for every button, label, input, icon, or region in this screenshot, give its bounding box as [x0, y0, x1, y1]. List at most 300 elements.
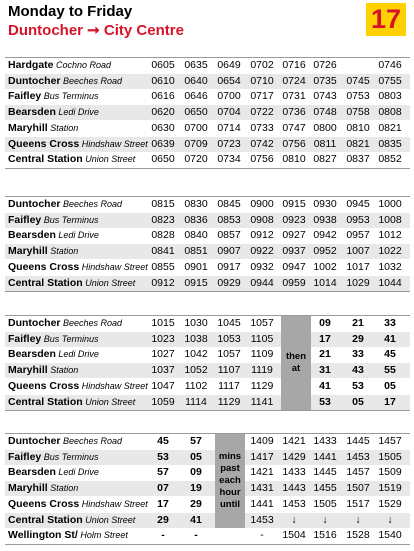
time-cell: 57 [157, 466, 169, 479]
time-cell: 0800 [313, 121, 337, 134]
time-cell: 0929 [217, 276, 241, 289]
stop-name [8, 332, 98, 347]
stop-sub: Cochno Road [53, 60, 112, 70]
mins-past-note: mins past each hour until [215, 434, 245, 528]
stop-name [8, 513, 135, 528]
time-cell: ↓ [387, 513, 393, 526]
stop-main: Faifley [8, 90, 42, 103]
timetable-row [5, 379, 410, 394]
time-cell: 0917 [217, 260, 241, 273]
time-cell: 0646 [184, 90, 208, 103]
stop-sub: Union Street [82, 396, 136, 407]
stop-name [8, 260, 148, 275]
time-cell: 0938 [313, 213, 337, 226]
time-cell: 1114 [185, 395, 207, 408]
time-cell: 0639 [151, 137, 175, 150]
stop-name [8, 316, 122, 331]
timetable-row [5, 528, 410, 543]
stop-sub: Union Street [82, 277, 136, 288]
time-cell: 1002 [313, 260, 337, 273]
time-cell: 0830 [184, 198, 208, 210]
stop-sub: Bus Terminus [41, 91, 99, 102]
time-cell: 1409 [250, 435, 274, 447]
time-cell: 1507 [346, 482, 370, 495]
time-cell: 19 [190, 482, 202, 495]
time-cell: 1038 [184, 332, 208, 345]
time-cell: 0753 [346, 90, 370, 103]
stop-main: Faifley [8, 332, 42, 345]
time-cell: 0702 [250, 59, 274, 71]
time-cell: 0915 [184, 276, 208, 289]
time-cell: 1453 [346, 450, 370, 463]
time-cell: 17 [319, 332, 331, 345]
timetable-header [8, 2, 184, 40]
timetable-row [5, 105, 410, 120]
stop-sub: Station [47, 365, 79, 376]
stop-sub: Hindshaw Street [79, 138, 148, 149]
time-cell: 0828 [151, 229, 175, 242]
time-cell: 0837 [346, 153, 370, 166]
time-cell: 0731 [282, 90, 306, 103]
stop-main: Faifley [8, 213, 42, 226]
section-rule [5, 410, 410, 411]
time-cell: - [194, 529, 198, 542]
time-cell: 1441 [250, 497, 274, 510]
time-cell: 0756 [282, 137, 306, 150]
time-cell: 45 [157, 435, 169, 447]
time-cell: 0700 [217, 90, 241, 103]
time-cell: 0630 [151, 121, 175, 134]
stop-name [8, 74, 122, 89]
time-cell: 0616 [151, 90, 175, 103]
timetable-row [5, 228, 410, 243]
then-at-note: then at [281, 316, 311, 410]
timetable-section [5, 196, 410, 292]
time-cell: 0957 [346, 229, 370, 242]
time-cell: 0815 [151, 198, 175, 210]
time-cell: 1433 [282, 466, 306, 479]
time-cell: 0901 [184, 260, 208, 273]
time-cell: 1007 [346, 245, 370, 258]
time-cell: 0827 [313, 153, 337, 166]
time-cell: 0724 [282, 74, 306, 87]
timetable-row [5, 513, 410, 528]
time-cell: 1505 [313, 497, 337, 510]
time-cell [343, 58, 373, 73]
time-cell: 1000 [378, 198, 402, 210]
time-cell: 1053 [217, 332, 241, 345]
stop-name [8, 528, 128, 543]
time-cell: 0855 [151, 260, 175, 273]
time-cell: 1027 [151, 348, 175, 361]
time-cell: 0654 [217, 74, 241, 87]
time-cell: 1431 [250, 482, 274, 495]
stop-sub: Ledi Drive [55, 230, 99, 241]
time-cell: 33 [352, 348, 364, 361]
stop-name [8, 137, 148, 152]
time-cell: 0912 [151, 276, 175, 289]
stop-main: Queens Cross [8, 260, 80, 273]
stop-main: Maryhill [8, 482, 48, 495]
time-cell: 1528 [346, 529, 370, 542]
time-cell: 53 [157, 450, 169, 463]
time-cell: 0723 [217, 137, 241, 150]
time-cell: 1443 [282, 482, 306, 495]
time-cell: 09 [319, 317, 331, 329]
stop-sub: Beeches Road [60, 318, 123, 328]
time-cell: 1022 [378, 245, 402, 258]
time-cell: 53 [352, 379, 364, 392]
time-cell: 1540 [378, 529, 402, 542]
stop-sub: Holm Street [77, 530, 128, 541]
time-cell: 1057 [217, 348, 241, 361]
stop-name [8, 497, 148, 512]
time-cell: 0610 [151, 74, 175, 87]
time-cell: 0821 [378, 121, 402, 134]
section-rule [5, 168, 410, 169]
time-cell: 1421 [250, 466, 274, 479]
time-cell: 0852 [378, 153, 402, 166]
time-cell: 1045 [217, 317, 241, 329]
time-cell: 1119 [251, 364, 273, 377]
stop-main: Central Station [8, 276, 83, 289]
stop-name [8, 347, 99, 362]
stop-main: Maryhill [8, 364, 48, 377]
time-cell: 0726 [313, 59, 337, 71]
time-cell: 1105 [250, 332, 274, 345]
stop-name [8, 481, 78, 496]
time-cell: 0714 [217, 121, 241, 134]
time-cell: 0959 [282, 276, 306, 289]
time-cell: 1052 [184, 364, 208, 377]
time-cell: 0810 [282, 153, 306, 166]
stop-sub: Beeches Road [60, 436, 123, 446]
section-rule [5, 291, 410, 292]
timetable-row [5, 276, 410, 291]
timetable-row [5, 244, 410, 259]
timetable-row [5, 347, 410, 362]
time-cell: 0620 [151, 106, 175, 119]
time-cell: 09 [190, 466, 202, 479]
time-cell: - [161, 529, 165, 542]
time-cell: 05 [190, 450, 202, 463]
timetable-row [5, 213, 410, 228]
timetable-row [5, 197, 410, 212]
timetable-row [5, 74, 410, 89]
stop-main: Faifley [8, 450, 42, 463]
stop-sub: Bus Terminus [41, 333, 99, 344]
time-cell: 1129 [250, 379, 274, 392]
stop-name [8, 58, 111, 73]
time-cell: 0650 [151, 153, 175, 166]
time-cell: 0717 [250, 90, 274, 103]
time-cell: 1030 [184, 317, 208, 329]
timetable-row [5, 121, 410, 136]
time-cell: 1457 [346, 466, 370, 479]
stop-main: Bearsden [8, 106, 56, 119]
time-cell: 1129 [217, 395, 241, 408]
time-cell: 0736 [282, 106, 306, 119]
time-cell: 0915 [282, 198, 306, 210]
stop-sub: Beeches Road [60, 199, 123, 209]
time-cell: 0835 [378, 137, 402, 150]
time-cell: 0923 [282, 213, 306, 226]
time-cell: 0853 [217, 213, 241, 226]
time-cell: 1032 [378, 260, 402, 273]
time-cell: 0748 [313, 106, 337, 119]
time-cell: 53 [319, 395, 331, 408]
time-cell: ↓ [355, 513, 361, 526]
time-cell: 0944 [250, 276, 274, 289]
timetable-section [5, 57, 410, 169]
timetable-row [5, 481, 410, 496]
days-title: Monday to Friday [8, 3, 133, 20]
timetable-row [5, 497, 410, 512]
stop-sub: Ledi Drive [55, 467, 99, 478]
timetable-row [5, 465, 410, 480]
stop-main: Bearsden [8, 348, 56, 361]
time-cell: 07 [157, 482, 169, 495]
time-cell: 1517 [346, 497, 370, 510]
time-cell: 0803 [378, 90, 402, 103]
time-cell: 05 [352, 395, 364, 408]
time-cell: 41 [384, 332, 396, 345]
time-cell: 43 [352, 364, 364, 377]
timetable-row [5, 332, 410, 347]
stop-name [8, 105, 99, 120]
time-cell: 1015 [151, 317, 175, 329]
time-cell: 0734 [217, 153, 241, 166]
time-cell: 1008 [378, 213, 402, 226]
time-cell: 1453 [282, 497, 306, 510]
time-cell: - [260, 529, 264, 542]
stop-name [8, 465, 99, 480]
section-rule [5, 544, 410, 545]
time-cell: 21 [319, 348, 331, 361]
time-cell: 0907 [217, 245, 241, 258]
time-cell: 0851 [184, 245, 208, 258]
time-cell: 1017 [346, 260, 370, 273]
time-cell: 0922 [250, 245, 274, 258]
time-cell: 1519 [378, 482, 402, 495]
stop-main: Wellington St/ [8, 529, 78, 542]
stop-sub: Bus Terminus [41, 214, 99, 225]
stop-main: Duntocher [8, 74, 61, 87]
time-cell: 1455 [313, 482, 337, 495]
time-cell: 1102 [184, 379, 208, 392]
time-cell: 0900 [250, 198, 274, 210]
time-cell: 1417 [250, 450, 274, 463]
timetable-row [5, 58, 410, 73]
time-cell: 0742 [250, 137, 274, 150]
stop-sub: Ledi Drive [55, 107, 99, 118]
time-cell: 1037 [151, 364, 175, 377]
time-cell: 1505 [378, 450, 402, 463]
time-cell: 41 [319, 379, 331, 392]
stop-main: Central Station [8, 395, 83, 408]
stop-main: Bearsden [8, 229, 56, 242]
stop-sub: Station [47, 483, 79, 494]
timetable-row [5, 152, 410, 167]
time-cell: 0953 [346, 213, 370, 226]
time-cell: 41 [190, 513, 202, 526]
time-cell: 29 [352, 332, 364, 345]
time-cell: 0710 [250, 74, 274, 87]
timetable-row [5, 137, 410, 152]
stop-main: Maryhill [8, 121, 48, 134]
time-cell: 1012 [378, 229, 402, 242]
time-cell: 0836 [184, 213, 208, 226]
timetable-row [5, 89, 410, 104]
time-cell: 0927 [282, 229, 306, 242]
time-cell: 1445 [346, 435, 370, 447]
time-cell: 0932 [250, 260, 274, 273]
time-cell: 17 [157, 497, 169, 510]
stop-main: Bearsden [8, 466, 56, 479]
stop-sub: Station [47, 246, 79, 257]
time-cell: 0840 [184, 229, 208, 242]
stop-sub: Bus Terminus [41, 451, 99, 462]
stop-name [8, 197, 122, 212]
stop-sub: Beeches Road [60, 75, 123, 86]
time-cell: 0937 [282, 245, 306, 258]
time-cell: 1421 [282, 435, 306, 447]
time-cell: 0722 [250, 106, 274, 119]
stop-name [8, 89, 98, 104]
time-cell: 0758 [346, 106, 370, 119]
timetable-row [5, 260, 410, 275]
time-cell: 1504 [282, 529, 306, 542]
time-cell: 1457 [378, 435, 402, 447]
time-cell: 0716 [282, 59, 306, 71]
stop-sub: Hindshaw Street [79, 261, 148, 272]
time-cell: 0912 [250, 229, 274, 242]
time-cell: 29 [157, 513, 169, 526]
time-cell: 05 [384, 379, 396, 392]
time-cell: 1509 [378, 466, 402, 479]
time-cell: 0845 [217, 198, 241, 210]
time-cell: 0649 [217, 59, 241, 71]
time-cell: 0808 [378, 106, 402, 119]
time-cell: 1014 [313, 276, 337, 289]
time-cell: 0735 [313, 74, 337, 87]
timetable-section [5, 315, 410, 411]
time-cell: 0930 [313, 198, 337, 210]
time-cell: 1117 [218, 379, 240, 392]
time-cell: 0945 [346, 198, 370, 210]
time-cell: 33 [384, 317, 396, 329]
time-cell: 1516 [313, 529, 337, 542]
time-cell: 0745 [346, 74, 370, 87]
time-cell: 0756 [250, 153, 274, 166]
time-cell: 29 [190, 497, 202, 510]
stop-sub: Ledi Drive [55, 349, 99, 360]
stop-name [8, 363, 78, 378]
stop-main: Queens Cross [8, 137, 80, 150]
time-cell: 1059 [151, 395, 175, 408]
time-cell: 1433 [313, 435, 337, 447]
time-cell: 0746 [378, 59, 402, 71]
timetable-row [5, 363, 410, 378]
time-cell: 1445 [313, 466, 337, 479]
time-cell: 0709 [184, 137, 208, 150]
time-cell: 0857 [217, 229, 241, 242]
time-cell: 0605 [151, 59, 175, 71]
time-cell: 0640 [184, 74, 208, 87]
time-cell: 31 [319, 364, 331, 377]
time-cell: 1441 [313, 450, 337, 463]
stop-sub: Union Street [82, 514, 136, 525]
time-cell: 1107 [217, 364, 241, 377]
time-cell: 1042 [184, 348, 208, 361]
time-cell: 0704 [217, 106, 241, 119]
time-cell: 0747 [282, 121, 306, 134]
time-cell: 0947 [282, 260, 306, 273]
time-cell: 0952 [313, 245, 337, 258]
timetable-row [5, 434, 410, 449]
time-cell: 1429 [282, 450, 306, 463]
time-cell: 0810 [346, 121, 370, 134]
stop-sub: Union Street [82, 154, 136, 165]
time-cell: 1023 [151, 332, 175, 345]
stop-name [8, 244, 78, 259]
stop-name [8, 434, 122, 449]
time-cell: 0823 [151, 213, 175, 226]
stop-main: Central Station [8, 513, 83, 526]
time-cell: 57 [190, 435, 202, 447]
stop-main: Duntocher [8, 317, 61, 329]
time-cell: 21 [352, 317, 364, 329]
time-cell: 0811 [313, 137, 337, 150]
time-cell: 55 [384, 364, 396, 377]
route-title: Duntocher ➞ City Centre [8, 22, 184, 39]
stop-name [8, 228, 99, 243]
stop-sub: Hindshaw Street [79, 498, 148, 509]
time-cell: 0841 [151, 245, 175, 258]
time-cell: 0755 [378, 74, 402, 87]
time-cell: 1109 [250, 348, 274, 361]
stop-name [8, 276, 135, 291]
time-cell: 1047 [151, 379, 175, 392]
time-cell: 1044 [378, 276, 402, 289]
time-cell: 1453 [250, 513, 274, 526]
stop-name [8, 379, 148, 394]
time-cell: 0720 [184, 153, 208, 166]
time-cell: ↓ [322, 513, 328, 526]
time-cell: 17 [384, 395, 396, 408]
time-cell: 0733 [250, 121, 274, 134]
time-cell: 0743 [313, 90, 337, 103]
stop-name [8, 395, 135, 410]
time-cell: ↓ [291, 513, 297, 526]
time-cell: 1029 [346, 276, 370, 289]
stop-main: Central Station [8, 153, 83, 166]
time-cell: 1529 [378, 497, 402, 510]
timetable-row [5, 450, 410, 465]
time-cell: 0650 [184, 106, 208, 119]
time-cell: 0635 [184, 59, 208, 71]
stop-main: Queens Cross [8, 379, 80, 392]
time-cell: 0700 [184, 121, 208, 134]
stop-sub: Hindshaw Street [79, 380, 148, 391]
stop-name [8, 450, 98, 465]
time-cell: 0908 [250, 213, 274, 226]
stop-main: Hardgate [8, 59, 54, 71]
time-cell: 1141 [250, 395, 274, 408]
stop-main: Queens Cross [8, 497, 80, 510]
time-cell: 0942 [313, 229, 337, 242]
stop-name [8, 213, 98, 228]
